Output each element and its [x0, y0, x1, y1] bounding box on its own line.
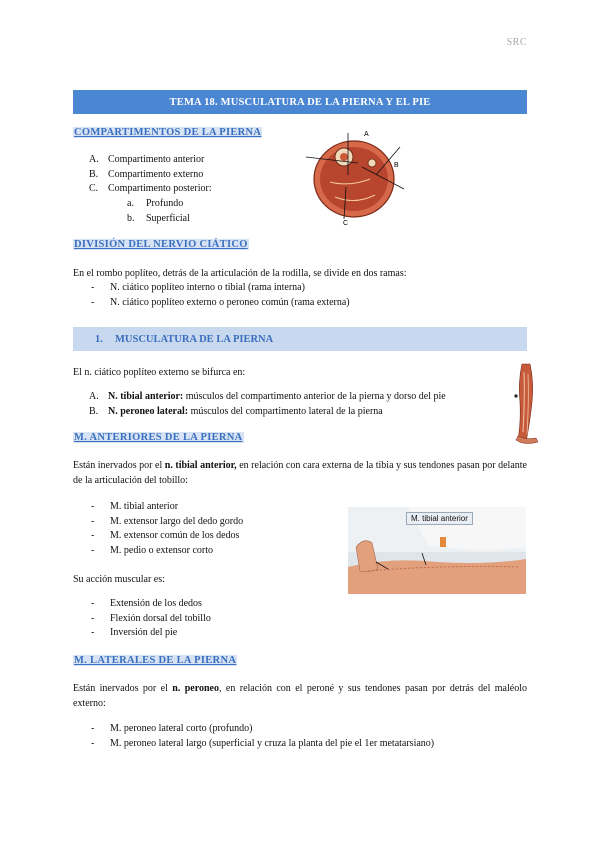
compartimentos-list	[89, 153, 212, 197]
list-item: A. N. tibial anterior: músculos del compartimento anterior de la pierna y dorso del pie	[89, 391, 446, 402]
compartimentos-sublist	[127, 197, 190, 226]
acciones-list	[91, 597, 211, 641]
heading-laterales: M. LATERALES DE LA PIERNA	[74, 655, 237, 666]
list-item: C. Compartimento posterior:	[89, 183, 212, 194]
list-item: - N. ciático poplíteo externo o peroneo común (rama externa)	[91, 296, 350, 308]
accion-intro: Su acción muscular es:	[73, 574, 165, 585]
section-number: 1.	[95, 333, 103, 345]
list-item: - M. extensor largo del dedo gordo	[91, 515, 244, 527]
page-title: TEMA 18. MUSCULATURA DE LA PIERNA Y EL PIE	[73, 90, 527, 114]
list-item: - M. peroneo lateral largo (superficial y cruza la planta del pie el 1er metatarsiano)	[91, 737, 435, 749]
list-item: b. Superficial	[127, 212, 190, 224]
list-item: - M. extensor común de los dedos	[91, 530, 240, 541]
list-item: - M. tibial anterior	[91, 501, 179, 512]
figure-label-a: A	[364, 131, 369, 138]
heading-compartimentos: COMPARTIMENTOS DE LA PIERNA	[74, 127, 262, 138]
anteriores-list	[91, 500, 243, 558]
list-item: - N. ciático poplíteo interno o tibial (rama interna)	[91, 282, 305, 293]
ciatico-list	[91, 281, 350, 310]
laterales-intro: Están inervados por el n. peroneo, en relación con el peroné y sus tendones pasan por detrás del maléolo externo:	[73, 683, 527, 709]
section1-list	[89, 390, 446, 419]
list-item: - M. pedio o extensor corto	[91, 544, 214, 556]
list-item: a. Profundo	[127, 198, 184, 209]
figure-label-b: B	[394, 162, 399, 169]
heading-anteriores: M. ANTERIORES DE LA PIERNA	[74, 432, 243, 443]
tibial-anterior-photo	[348, 507, 526, 594]
figure-label-c: C	[343, 220, 349, 227]
list-item: - Flexión dorsal del tobillo	[91, 612, 211, 624]
section1-intro: El n. ciático poplíteo externo se bifurca en:	[73, 367, 246, 378]
header-tag: SRC	[506, 37, 527, 48]
ciatico-intro: En el rombo poplíteo, detrás de la articulación de la rodilla, se divide en dos ramas:	[73, 268, 407, 279]
list-item: A. Compartimento anterior	[89, 154, 205, 165]
list-item: - M. peroneo lateral corto (profundo)	[91, 723, 253, 734]
anteriores-intro: Están inervados por el n. tibial anterior, en relación con cara externa de la tibia y sus tendones pasan por delante de la articulación del tobillo:	[73, 460, 527, 486]
list-item: B. Compartimento externo	[89, 168, 204, 180]
laterales-list	[91, 722, 434, 751]
heading-ciatico: DIVISIÓN DEL NERVIO CIÁTICO	[74, 239, 248, 250]
list-item: - Inversión del pie	[91, 627, 178, 638]
section-title: MUSCULATURA DE LA PIERNA	[115, 333, 274, 345]
photo-label: M. tibial anterior	[406, 512, 473, 525]
list-item: - Extensión de los dedos	[91, 598, 202, 609]
leg-cross-section-figure	[300, 127, 410, 227]
section-bar-musculatura	[73, 327, 527, 351]
leg-muscle-illustration	[512, 362, 542, 446]
list-item: B. N. peroneo lateral: músculos del compartimento lateral de la pierna	[89, 405, 383, 417]
